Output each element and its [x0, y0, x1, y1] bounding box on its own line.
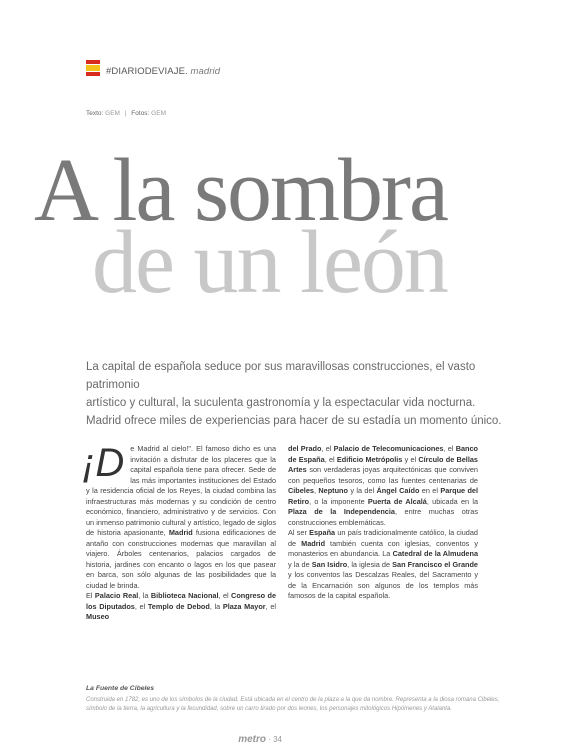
bold-term: Banco de España [288, 444, 478, 464]
text-run: El [86, 591, 95, 600]
text-run: , el [265, 601, 276, 611]
bold-term: Museo [86, 612, 110, 621]
page-number: 34 [273, 735, 282, 744]
bold-term: Cibeles [288, 486, 314, 495]
brand-logo: metro [238, 734, 266, 745]
text-run: son verdaderas joyas arquitectónicas que conviven con pequeños tesoros, como las fuentes centenarias de [288, 465, 478, 485]
text-run: fusiona edificaciones de antaño con construcciones modernas que maravillan al viajero. Árboles centenarios, palacios cargados de historia, jardines con encanto o lagos en los que pasear en barca, son sólo algunas de las posibilidades que la ciudad le brinda. [86, 528, 276, 590]
photo-caption [86, 685, 506, 714]
text-run: , el [134, 601, 148, 611]
section-header: #DIARIODEVIAJE. madrid [106, 66, 221, 77]
bold-term: Edificio Metrópolis [336, 454, 403, 464]
body-paragraph [82, 441, 276, 591]
bold-term: Neptuno [318, 486, 348, 495]
bold-term: Círculo de Bellas Artes [288, 454, 478, 474]
body-paragraph [288, 528, 478, 602]
text-run: , la iglesia de [347, 559, 393, 569]
text-run: , el [443, 444, 456, 453]
body-column-2 [288, 444, 478, 602]
bold-term: Puerta de Alcalá [367, 496, 427, 506]
text-run: y el [402, 454, 419, 464]
drop-cap: ¡D [82, 441, 125, 485]
section-destination: madrid [190, 66, 221, 77]
text-author: GEM [105, 110, 120, 117]
text-run: también cuenta con iglesias, conventos y monasterios en abundancia. La [288, 538, 478, 558]
page-footer: metro · 34 [238, 734, 282, 745]
bold-term: Parque del Retiro [288, 486, 478, 506]
caption-title: La Fuente de Cibeles [86, 685, 154, 692]
bold-term: Palacio Real [94, 591, 139, 600]
bold-term: del Prado [288, 444, 322, 453]
bold-term: Congreso de los Diputados [86, 591, 277, 611]
text-run: , el [324, 454, 337, 464]
text-run: , o la imponente [309, 496, 368, 506]
text-run: Al ser [288, 528, 310, 537]
bold-term: Plaza Mayor [222, 601, 266, 611]
bold-term: Ángel Caído [376, 486, 420, 495]
text-run: , la [209, 601, 223, 611]
lead-paragraph: La capital de española seduce por sus maravillosas construcciones, el vasto patrimonio artístico y cultural, la suculenta gastronomía y la espectacular vida nocturna. Madrid ofrece miles de experiencias para hacer de su estadía un momento único. [86, 361, 502, 427]
text-run: y la de [288, 559, 312, 569]
bold-term: Madrid [301, 538, 326, 548]
bold-term: San Isidro [311, 559, 348, 569]
bold-term: Biblioteca Nacional [150, 591, 219, 600]
text-run: , el [218, 591, 232, 600]
text-run: , el [321, 444, 334, 453]
credits: Texto: GEM | Fotos: GEM [86, 110, 166, 117]
photo-author: GEM [151, 110, 166, 117]
body-paragraph [288, 444, 478, 528]
bold-term: Catedral de la Almudena [392, 549, 478, 558]
text-run: , ubicada en la [426, 496, 478, 506]
bold-term: Palacio de Telecomunicaciones [333, 444, 444, 453]
spain-flag-icon [86, 60, 100, 78]
bold-term: San Francisco el Grande [392, 559, 478, 569]
text-run: y la del [347, 486, 377, 495]
bold-term: España [309, 528, 336, 537]
body-column-1 [82, 441, 277, 623]
bold-term: Madrid [168, 528, 193, 537]
bold-term: Plaza de la Independencia [288, 507, 395, 516]
text-run: , la [138, 591, 151, 600]
text-run: un país tradicionalmente católico, la ciudad de [288, 528, 478, 548]
text-run: y los conventos las Descalzas Reales, del Sacramento y de la Encarnación son algunos de los templos más famosos de la capital española. [288, 570, 478, 600]
title-line-2: de un león [92, 213, 447, 312]
text-run: e Madrid al cielo!". El famoso dicho es una invitación a disfrutar de los placeres que la capital española tiene para ofrecer. Sede de las más importantes instituciones del Estado y la residencia oficial de los Reyes, la ciudad combina las infraestructuras más modernas y su condición de centro económico, financiero, administrativo y de servicios. Con un inmenso patrimonio cultural y artístico, legado de siglos de historia apasionante, [86, 444, 276, 537]
text-run: en el [419, 486, 441, 495]
text-run: , [313, 486, 319, 495]
caption-text: Construida en 1782, es uno de los símbolos de la ciudad. Está ubicada en el centro de la plaza a la que da nombre. Representa a la diosa romana Cibeles, símbolo de la tierra, la agricultura y la fecundidad, sobre un carro tirado por dos leones, los personajes mitológicos Hipómenes y Atalanta. [86, 697, 500, 712]
bold-term: Templo de Debod [147, 601, 210, 611]
body-paragraph [86, 591, 276, 623]
text-run: , entre muchas otras construcciones emblemáticas. [288, 507, 479, 527]
section-tag: #DIARIODEVIAJE [106, 66, 186, 77]
